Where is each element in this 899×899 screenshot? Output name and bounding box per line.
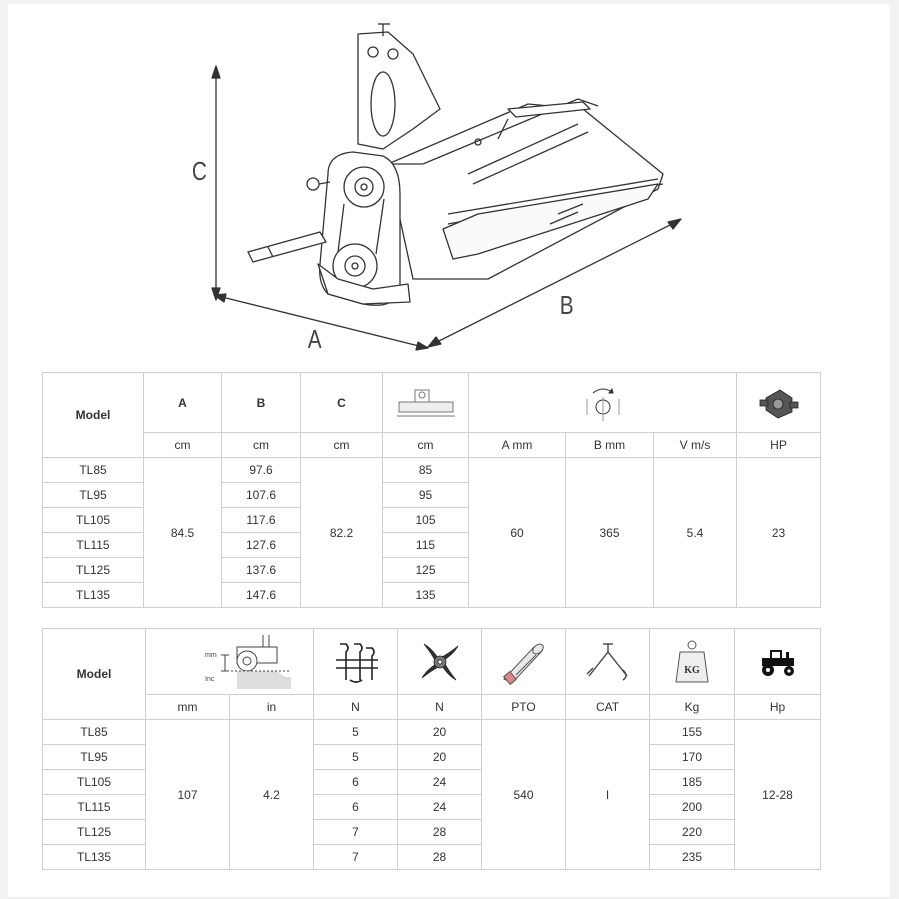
model-cell: TL105: [43, 770, 146, 795]
width-value-cell: 105: [383, 508, 469, 533]
blade-star-icon-cell: [398, 629, 482, 695]
weight-cell: 170: [650, 745, 735, 770]
blade-rotor-icon-cell: [469, 373, 737, 433]
unit-cell: in: [230, 695, 314, 720]
tiller-illustration: [178, 14, 698, 369]
width-value-cell: 125: [383, 558, 469, 583]
flanges-cell: 5: [314, 745, 398, 770]
weight-icon-cell: [650, 629, 735, 695]
col-header-b: B: [222, 373, 301, 433]
three-point-hitch-icon: [583, 640, 633, 684]
b-value-cell: 147.6: [222, 583, 301, 608]
a-value-cell: 84.5: [144, 458, 222, 608]
width-value-cell: 85: [383, 458, 469, 483]
model-cell: TL85: [43, 720, 146, 745]
unit-cell: B mm: [566, 433, 654, 458]
model-cell: TL125: [43, 820, 146, 845]
weight-cell: 185: [650, 770, 735, 795]
unit-cell: Kg: [650, 695, 735, 720]
model-cell: TL115: [43, 795, 146, 820]
blades-cell: 20: [398, 720, 482, 745]
flanges-cell: 6: [314, 795, 398, 820]
hp-range-cell: 12-28: [735, 720, 821, 870]
b-value-cell: 117.6: [222, 508, 301, 533]
spec-table-specifications: [42, 628, 821, 870]
pto-cell: 540: [482, 720, 566, 870]
width-value-cell: 115: [383, 533, 469, 558]
table-row: [43, 458, 821, 483]
tractor-icon: [758, 646, 798, 678]
flanges-cell: 7: [314, 845, 398, 870]
tiller-drawing: [178, 14, 698, 369]
unit-cell: PTO: [482, 695, 566, 720]
unit-cell: cm: [383, 433, 469, 458]
weight-cell: 220: [650, 820, 735, 845]
working-depth-icon-cell: [146, 629, 314, 695]
gearbox-icon-cell: [737, 373, 821, 433]
model-cell: TL95: [43, 483, 144, 508]
col-header-a: A: [144, 373, 222, 433]
unit-cell: HP: [737, 433, 821, 458]
unit-cell: V m/s: [654, 433, 737, 458]
model-cell: TL85: [43, 458, 144, 483]
model-header: Model: [43, 629, 146, 720]
flanges-cell: 7: [314, 820, 398, 845]
blades-cell: 24: [398, 770, 482, 795]
flanges-cell: 5: [314, 720, 398, 745]
model-cell: TL135: [43, 845, 146, 870]
blades-cell: 28: [398, 845, 482, 870]
b-mm-cell: 365: [566, 458, 654, 608]
blade-flanges-icon-cell: [314, 629, 398, 695]
weight-icon: [672, 638, 712, 686]
a-mm-cell: 60: [469, 458, 566, 608]
b-value-cell: 137.6: [222, 558, 301, 583]
weight-cell: 200: [650, 795, 735, 820]
c-value-cell: 82.2: [301, 458, 383, 608]
unit-cell: cm: [222, 433, 301, 458]
blade-star-icon: [418, 640, 462, 684]
width-value-cell: 95: [383, 483, 469, 508]
depth-mm-label: mm: [204, 651, 217, 659]
weight-cell: 155: [650, 720, 735, 745]
blades-cell: 28: [398, 820, 482, 845]
b-value-cell: 127.6: [222, 533, 301, 558]
unit-cell: N: [398, 695, 482, 720]
blade-flanges-icon: [332, 638, 380, 686]
three-point-hitch-icon-cell: [566, 629, 650, 695]
model-cell: TL115: [43, 533, 144, 558]
gearbox-icon: [758, 384, 800, 422]
rotor-width-icon: [395, 386, 457, 420]
spec-table-dimensions: [42, 372, 821, 608]
working-depth-icon: [165, 633, 295, 691]
page: [8, 4, 890, 897]
flanges-cell: 6: [314, 770, 398, 795]
table-row: [43, 720, 821, 745]
cat-cell: I: [566, 720, 650, 870]
b-value-cell: 107.6: [222, 483, 301, 508]
col-header-c: C: [301, 373, 383, 433]
unit-cell: Hp: [735, 695, 821, 720]
unit-cell: CAT: [566, 695, 650, 720]
model-cell: TL105: [43, 508, 144, 533]
blades-cell: 20: [398, 745, 482, 770]
unit-cell: A mm: [469, 433, 566, 458]
pto-shaft-icon: [496, 637, 552, 687]
model-cell: TL95: [43, 745, 146, 770]
depth-in-cell: 4.2: [230, 720, 314, 870]
model-header: Model: [43, 373, 144, 458]
b-value-cell: 97.6: [222, 458, 301, 483]
weight-cell: 235: [650, 845, 735, 870]
unit-cell: N: [314, 695, 398, 720]
dimension-b-label: B: [559, 290, 574, 320]
v-ms-cell: 5.4: [654, 458, 737, 608]
dimension-c-label: C: [191, 156, 207, 186]
hp-cell: 23: [737, 458, 821, 608]
model-cell: TL125: [43, 558, 144, 583]
pto-shaft-icon-cell: [482, 629, 566, 695]
depth-mm-cell: 107: [146, 720, 230, 870]
rotor-width-icon-cell: [383, 373, 469, 433]
tractor-icon-cell: [735, 629, 821, 695]
model-cell: TL135: [43, 583, 144, 608]
dimension-a-label: A: [307, 324, 322, 354]
weight-icon-text: KG: [684, 664, 700, 676]
blade-rotor-icon: [573, 381, 633, 425]
width-value-cell: 135: [383, 583, 469, 608]
unit-cell: mm: [146, 695, 230, 720]
depth-inc-label: Inc: [204, 675, 214, 683]
blades-cell: 24: [398, 795, 482, 820]
unit-cell: cm: [144, 433, 222, 458]
unit-cell: cm: [301, 433, 383, 458]
